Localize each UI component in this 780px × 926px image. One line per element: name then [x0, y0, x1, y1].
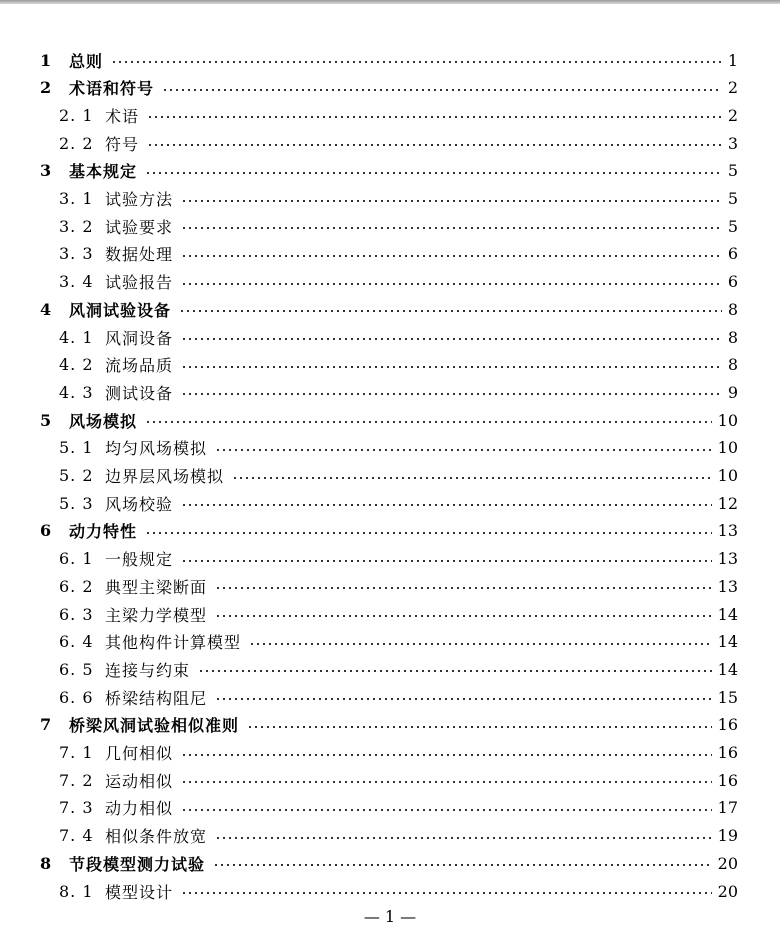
toc-entry-page: 3 — [727, 133, 738, 153]
toc-section-entry[interactable] — [0, 766, 780, 794]
toc-entry-page: 5 — [727, 216, 738, 236]
toc-entry-number: 3. 2 — [59, 216, 94, 236]
toc-entry-title: 试验方法 — [105, 190, 174, 209]
toc-entry-number: 8 — [40, 853, 52, 873]
toc-dot-leader — [181, 255, 722, 257]
toc-entry-title: 典型主梁断面 — [105, 577, 208, 597]
toc-entry-title: 相似条件放宽 — [105, 827, 208, 847]
toc-section-entry[interactable] — [0, 489, 780, 517]
toc-dot-leader — [215, 615, 712, 617]
toc-dot-leader — [147, 144, 722, 146]
toc-entry-page: 20 — [717, 853, 738, 873]
toc-entry-number: 6. 6 — [59, 687, 94, 707]
toc-entry-title: 动力特性 — [69, 522, 138, 542]
toc-entry-title: 流场品质 — [105, 356, 174, 376]
toc-entry-page: 13 — [717, 576, 738, 596]
toc-entry-title: 风洞试验设备 — [69, 300, 172, 320]
toc-entry-number: 2. 1 — [59, 105, 94, 125]
toc-dot-leader — [213, 864, 712, 866]
toc-entry-page: 2 — [727, 105, 738, 125]
toc-entry-title: 术语和符号 — [69, 79, 155, 99]
toc-section-entry[interactable] — [0, 101, 780, 129]
toc-entry-number: 2 — [40, 78, 52, 98]
toc-entry-title: 试验要求 — [105, 217, 174, 237]
toc-entry-page: 16 — [717, 743, 738, 762]
toc-entry-page: 13 — [717, 521, 738, 541]
toc-chapter-entry[interactable] — [0, 711, 780, 739]
toc-entry-number: 3. 1 — [59, 189, 94, 208]
toc-entry-number: 6. 2 — [59, 576, 94, 596]
toc-section-entry[interactable] — [0, 545, 780, 573]
toc-entry-title: 其他构件计算模型 — [105, 633, 242, 653]
toc-entry-title: 一般规定 — [105, 550, 174, 570]
toc-entry-title: 均匀风场模拟 — [105, 439, 208, 459]
toc-dot-leader — [181, 227, 722, 229]
toc-dot-leader — [181, 809, 712, 811]
toc-section-entry[interactable] — [0, 323, 780, 351]
toc-entry-page: 10 — [717, 410, 738, 430]
toc-section-entry[interactable] — [0, 683, 780, 711]
toc-dot-leader — [247, 726, 712, 728]
toc-entry-title: 模型设计 — [105, 882, 174, 902]
toc-dot-leader — [162, 89, 722, 91]
toc-entry-number: 6. 5 — [59, 659, 94, 679]
toc-dot-leader — [181, 283, 722, 285]
toc-entry-page: 14 — [717, 604, 738, 624]
toc-dot-leader — [181, 366, 722, 368]
toc-entry-title: 节段模型测力试验 — [69, 854, 206, 874]
toc-dot-leader — [215, 837, 712, 839]
toc-entry-title: 边界层风场模拟 — [105, 467, 225, 486]
toc-section-entry[interactable] — [0, 655, 780, 683]
toc-entry-page: 6 — [727, 244, 738, 264]
toc-entry-title: 术语 — [105, 106, 140, 126]
toc-entry-number: 3. 4 — [59, 272, 94, 292]
toc-entry-number: 4. 1 — [59, 327, 94, 347]
toc-dot-leader — [232, 477, 712, 479]
toc-dot-leader — [181, 393, 722, 395]
toc-dot-leader — [215, 587, 712, 589]
toc-entry-title: 几何相似 — [105, 744, 174, 763]
toc-entry-title: 桥梁风洞试验相似准则 — [69, 716, 240, 736]
toc-entry-page: 5 — [727, 189, 738, 208]
toc-dot-leader — [181, 504, 712, 506]
toc-entry-number: 5 — [40, 410, 52, 430]
toc-entry-number: 3 — [40, 161, 52, 181]
toc-entry-title: 测试设备 — [105, 383, 174, 403]
toc-entry-page: 6 — [727, 272, 738, 292]
toc-entry-page: 16 — [717, 770, 738, 790]
toc-dot-leader — [181, 754, 712, 756]
toc-dot-leader — [181, 781, 712, 783]
toc-entry-title: 桥梁结构阻尼 — [105, 688, 208, 708]
toc-dot-leader — [181, 560, 712, 562]
toc-entry-page: 17 — [717, 798, 738, 818]
toc-dot-leader — [181, 200, 722, 202]
toc-entry-number: 6. 1 — [59, 549, 94, 569]
toc-entry-number: 2. 2 — [59, 133, 94, 153]
toc-entry-number: 7 — [40, 715, 52, 735]
toc-section-entry[interactable] — [0, 129, 780, 157]
toc-entry-title: 动力相似 — [105, 799, 174, 819]
toc-entry-number: 5. 3 — [59, 493, 94, 513]
toc-dot-leader — [215, 449, 712, 451]
toc-entry-title: 试验报告 — [105, 273, 174, 293]
toc-chapter-entry[interactable] — [0, 517, 780, 545]
toc-dot-leader — [179, 310, 722, 312]
toc-section-entry[interactable] — [0, 794, 780, 822]
toc-entry-page: 19 — [717, 826, 738, 846]
toc-dot-leader — [111, 61, 722, 63]
toc-entry-page: 10 — [717, 438, 738, 458]
toc-entry-number: 7. 1 — [59, 743, 94, 762]
toc-dot-leader — [181, 338, 722, 340]
page-number-footer: — 1 — — [363, 907, 417, 926]
toc-entry-page: 20 — [717, 881, 738, 901]
toc-chapter-entry[interactable] — [0, 46, 780, 74]
toc-entry-title: 基本规定 — [69, 162, 138, 182]
toc-entry-page: 2 — [727, 78, 738, 98]
toc-dot-leader — [181, 892, 712, 894]
toc-entry-number: 6. 4 — [59, 632, 94, 652]
toc-dot-leader — [145, 421, 712, 423]
toc-entry-page: 1 — [727, 50, 738, 70]
toc-entry-title: 总则 — [69, 51, 104, 71]
toc-entry-title: 风场校验 — [105, 494, 174, 514]
toc-section-entry[interactable] — [0, 378, 780, 406]
toc-chapter-entry[interactable] — [0, 849, 780, 877]
toc-entry-page: 8 — [727, 299, 738, 319]
toc-dot-leader — [145, 532, 712, 534]
toc-section-entry[interactable] — [0, 434, 780, 462]
toc-entry-page: 12 — [717, 493, 738, 513]
toc-chapter-entry[interactable] — [0, 295, 780, 323]
toc-section-entry[interactable] — [0, 822, 780, 850]
toc-entry-number: 7. 4 — [59, 826, 94, 846]
toc-dot-leader — [147, 116, 722, 118]
toc-entry-number: 1 — [40, 50, 52, 70]
toc-entry-number: 8. 1 — [59, 881, 94, 901]
toc-entry-page: 8 — [727, 355, 738, 375]
toc-entry-page: 13 — [717, 549, 738, 569]
toc-section-entry[interactable] — [0, 600, 780, 628]
toc-section-entry[interactable] — [0, 240, 780, 268]
toc-entry-number: 7. 3 — [59, 798, 94, 818]
toc-section-entry[interactable] — [0, 572, 780, 600]
toc-entry-number: 6. 3 — [59, 604, 94, 624]
toc-entry-number: 5. 1 — [59, 438, 94, 458]
toc-dot-leader — [249, 643, 712, 645]
toc-chapter-entry[interactable] — [0, 406, 780, 434]
toc-entry-number: 3. 3 — [59, 244, 94, 264]
toc-entry-title: 连接与约束 — [105, 660, 191, 680]
toc-entry-title: 风场模拟 — [69, 411, 138, 431]
toc-entry-page: 14 — [717, 659, 738, 679]
toc-section-entry[interactable] — [0, 877, 780, 905]
toc-section-entry[interactable] — [0, 212, 780, 240]
toc-entry-number: 4. 2 — [59, 355, 94, 375]
toc-entry-page: 10 — [717, 466, 738, 485]
toc-entry-title: 符号 — [105, 134, 140, 154]
toc-dot-leader — [215, 698, 712, 700]
toc-entry-number: 5. 2 — [59, 466, 94, 485]
toc-section-entry[interactable] — [0, 268, 780, 296]
window-top-border — [0, 0, 780, 4]
toc-entry-page: 9 — [727, 382, 738, 402]
toc-entry-title: 主梁力学模型 — [105, 605, 208, 625]
toc-entry-page: 15 — [717, 687, 738, 707]
toc-section-entry[interactable] — [0, 628, 780, 656]
toc-entry-title: 风洞设备 — [105, 328, 174, 348]
toc-chapter-entry[interactable] — [0, 157, 780, 185]
toc-entry-title: 数据处理 — [105, 245, 174, 265]
toc-entry-number: 4. 3 — [59, 382, 94, 402]
toc-entry-title: 运动相似 — [105, 771, 174, 791]
toc-entry-page: 16 — [717, 715, 738, 735]
toc-section-entry[interactable] — [0, 462, 780, 490]
toc-dot-leader — [145, 172, 722, 174]
toc-entry-number: 6 — [40, 521, 52, 541]
toc-section-entry[interactable] — [0, 351, 780, 379]
toc-section-entry[interactable] — [0, 739, 780, 767]
toc-entry-page: 8 — [727, 327, 738, 347]
toc-entry-number: 7. 2 — [59, 770, 94, 790]
toc-entry-page: 14 — [717, 632, 738, 652]
toc-chapter-entry[interactable] — [0, 74, 780, 102]
toc-section-entry[interactable] — [0, 185, 780, 213]
toc-entry-number: 4 — [40, 299, 52, 319]
toc-entry-page: 5 — [727, 161, 738, 181]
toc-dot-leader — [198, 670, 712, 672]
